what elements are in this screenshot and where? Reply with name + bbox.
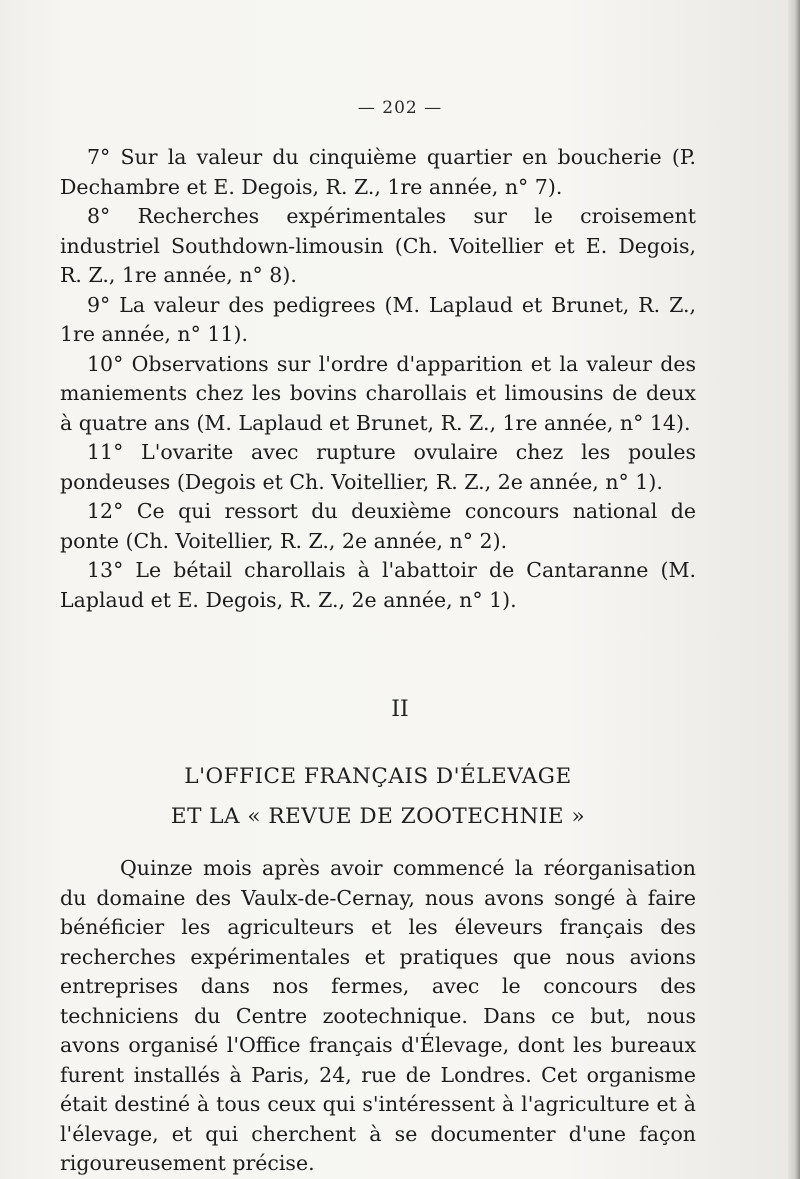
list-item-text: Ce qui ressort du deuxième concours national de ponte (Ch. Voitellier, R. Z., 2e année, n° 2). [60,499,696,553]
list-item [60,438,696,497]
page-edge [788,0,800,1179]
list-item-number: 10° [87,351,124,376]
list-item-text: Le bétail charollais à l'abattoir de Cantaranne (M. Laplaud et E. Degois, R. Z., 2e année, n° 1). [60,558,696,612]
list-item [60,350,696,439]
list-item-text: Observations sur l'ordre d'apparition et la valeur des maniements chez les bovins charollais et limousins de deux à quatre ans (M. Laplaud et Brunet, R. Z., 1re année, n° 14). [60,351,696,435]
body-paragraph: Quinze mois après avoir commencé la réorganisation du domaine des Vaulx-de-Cernay, nous avons songé à faire bénéficier les agriculteurs et les éleveurs français des recherches expérimentales et pratiques que nous avions entreprises dans nos fermes, avec le concours des techniciens du Centre zootechnique. Dans ce but, nous avons organisé l'Office français d'Élevage, dont les bureaux furent installés à Paris, 24, rue de Londres. Cet organisme était destiné à tous ceux qui s'intéressent à l'agriculture et à l'élevage, et qui cherchent à se documenter d'une façon rigoureusement précise. [60,856,696,1175]
section-heading [60,757,696,837]
list-item [60,497,696,556]
list-item-text: Recherches expérimentales sur le croisement industriel Southdown-limousin (Ch. Voitellier et E. Degois, R. Z., 1re année, n° 8). [60,204,696,287]
body-text [60,854,696,1179]
list-item-number: 8° [87,204,111,228]
list-item [60,143,696,202]
list-item [60,556,696,615]
list-item [60,291,696,350]
list-item-text: L'ovarite avec rupture ovulaire chez les poules pondeuses (Degois et Ch. Voitellier, R. Z., 2e année, n° 1). [60,440,696,494]
list-item-number: 9° [87,292,111,317]
list-item [60,202,696,291]
page-number: — 202 — [357,98,443,118]
publication-list [60,143,696,615]
list-item-number: 12° [87,499,124,523]
list-item-text: La valeur des pedigrees (M. Laplaud et Brunet, R. Z., 1re année, n° 11). [60,292,696,346]
list-item-text: Sur la valeur du cinquième quartier en boucherie (P. Dechambre et E. Degois, R. Z., 1re année, n° 7). [60,145,696,199]
list-item-number: 7° [87,145,111,169]
list-item-number: 13° [87,558,124,582]
section-title-line-2: ET LA « REVUE DE ZOOTECHNIE » [170,804,586,829]
section-number: II [391,697,409,722]
list-item-number: 11° [87,440,124,464]
section-title-line-1: L'OFFICE FRANÇAIS D'ÉLEVAGE [184,764,572,789]
